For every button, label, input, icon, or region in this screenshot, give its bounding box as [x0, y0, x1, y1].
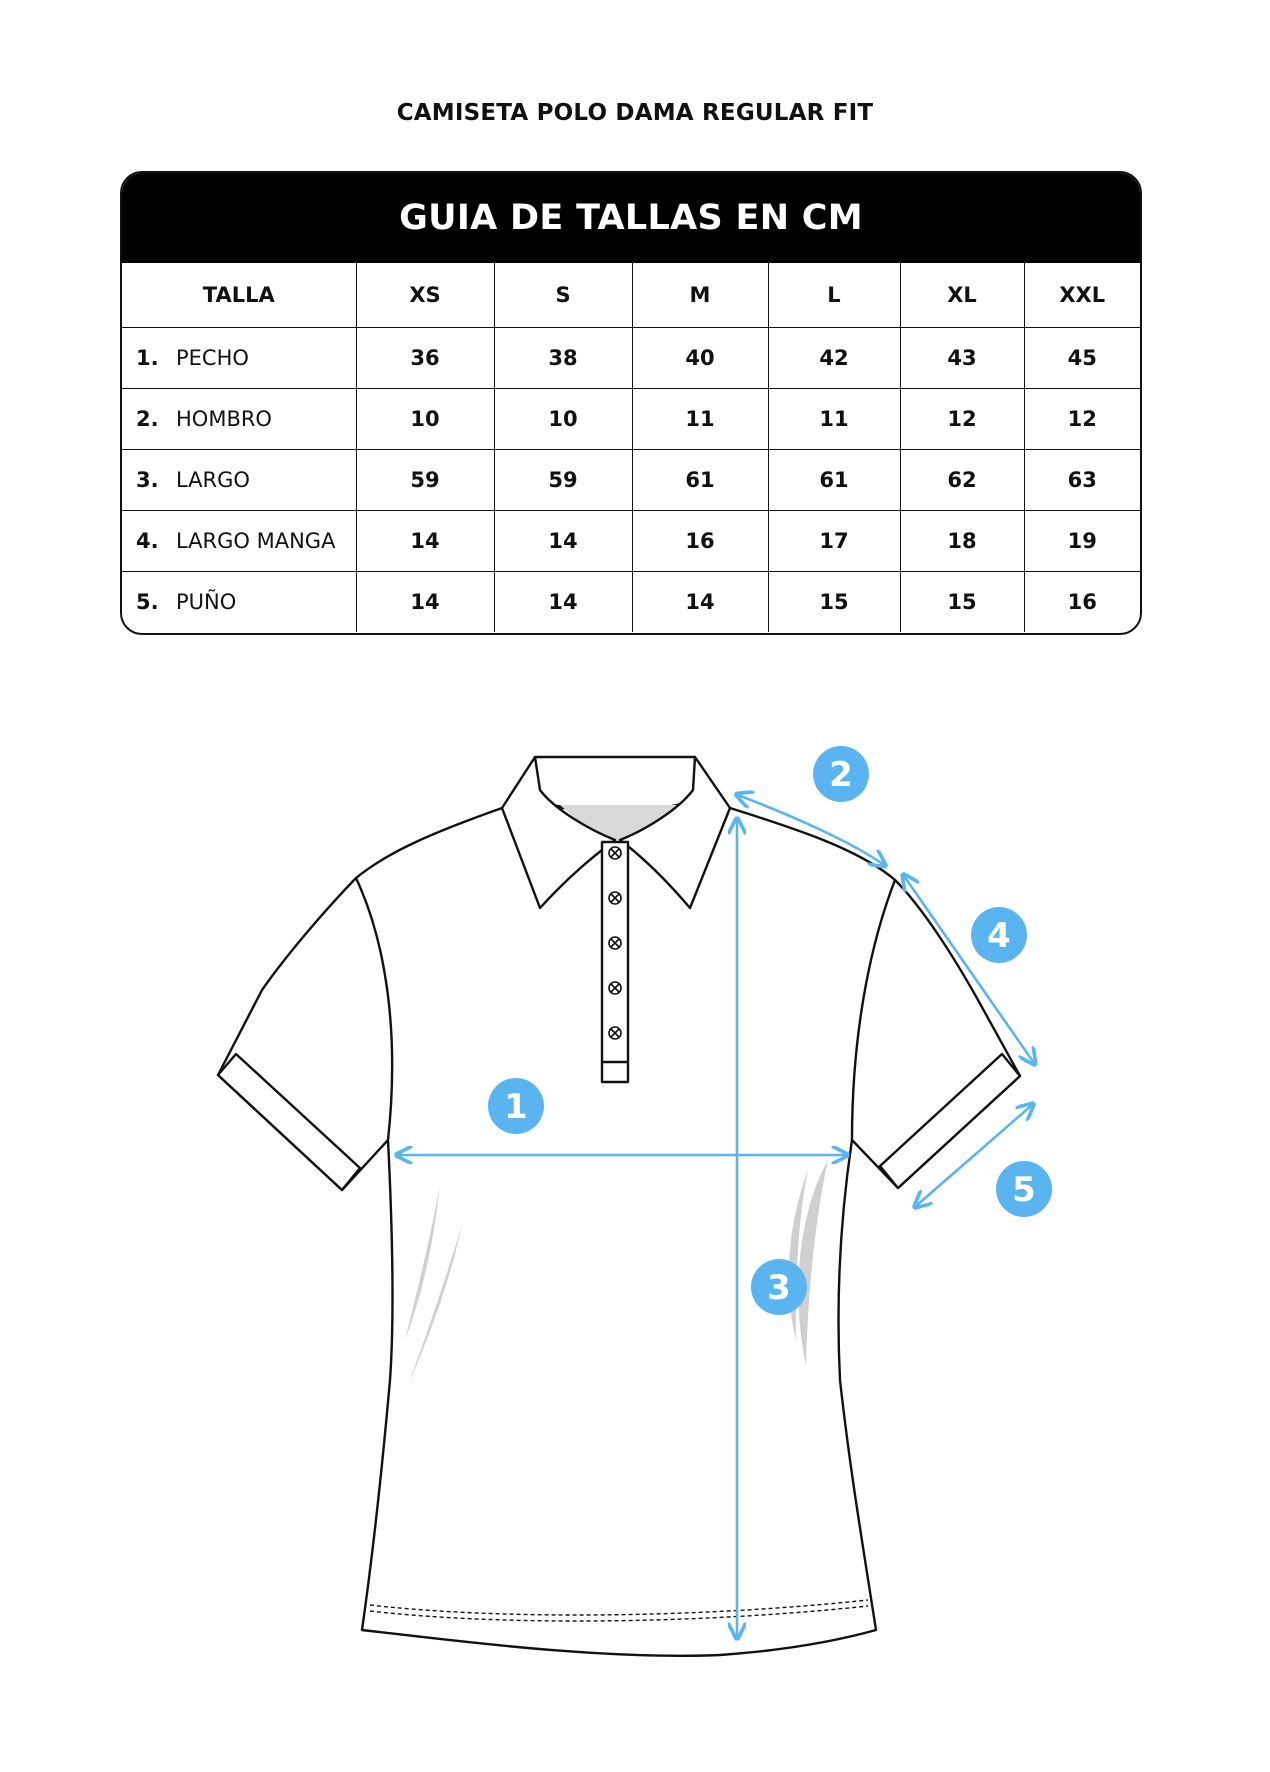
table-cell: 61: [632, 450, 768, 511]
size-grid: [122, 263, 1140, 632]
table-cell: 10: [494, 389, 632, 450]
table-cell: 15: [900, 572, 1024, 633]
marker-1: [488, 1078, 544, 1134]
table-cell: 36: [356, 328, 494, 389]
row-label-pecho: [122, 328, 356, 389]
row-name: HOMBRO: [176, 407, 272, 431]
row-number: 4.: [136, 529, 159, 553]
table-cell: 10: [356, 389, 494, 450]
row-label-puno: [122, 572, 356, 633]
polo-shirt-icon: [218, 757, 1020, 1656]
size-header-xxl: XXL: [1024, 263, 1140, 328]
marker-3: [751, 1259, 807, 1315]
size-header-l: L: [768, 263, 900, 328]
button-icon: [609, 892, 621, 904]
table-cell: 14: [494, 572, 632, 633]
table-cell: 45: [1024, 328, 1140, 389]
row-label-hombro: [122, 389, 356, 450]
table-cell: 12: [1024, 389, 1140, 450]
marker-4: [971, 907, 1027, 963]
table-cell: 59: [356, 450, 494, 511]
table-cell: 61: [768, 450, 900, 511]
button-icon: [609, 982, 621, 994]
size-header-m: M: [632, 263, 768, 328]
size-header-xs: XS: [356, 263, 494, 328]
svg-text:1: 1: [504, 1087, 528, 1127]
table-cell: 59: [494, 450, 632, 511]
button-icon: [609, 937, 621, 949]
table-cell: 11: [768, 389, 900, 450]
table-cell: 16: [1024, 572, 1140, 633]
table-cell: 14: [632, 572, 768, 633]
table-cell: 40: [632, 328, 768, 389]
table-cell: 12: [900, 389, 1024, 450]
row-name: PECHO: [176, 346, 249, 370]
row-number: 5.: [136, 590, 159, 614]
button-icon: [609, 847, 621, 859]
marker-2: [813, 746, 869, 802]
row-label-largo: [122, 450, 356, 511]
table-cell: 14: [356, 572, 494, 633]
table-cell: 42: [768, 328, 900, 389]
row-name: PUÑO: [176, 590, 237, 614]
table-cell: 11: [632, 389, 768, 450]
table-cell: 18: [900, 511, 1024, 572]
svg-text:4: 4: [987, 916, 1011, 956]
table-row: [122, 328, 1140, 389]
table-row: [122, 450, 1140, 511]
size-header-xl: XL: [900, 263, 1024, 328]
polo-shirt-diagram: [0, 680, 1270, 1680]
table-cell: 16: [632, 511, 768, 572]
svg-text:2: 2: [829, 755, 853, 795]
size-chart-table: [120, 171, 1142, 635]
label-column-header: TALLA: [122, 263, 356, 328]
row-number: 1.: [136, 346, 159, 370]
table-cell: 14: [356, 511, 494, 572]
table-cell: 62: [900, 450, 1024, 511]
table-cell: 15: [768, 572, 900, 633]
row-name: LARGO: [176, 468, 250, 492]
button-icon: [609, 1027, 621, 1039]
size-header-row: [122, 263, 1140, 328]
size-header-s: S: [494, 263, 632, 328]
table-cell: 43: [900, 328, 1024, 389]
table-heading: GUIA DE TALLAS EN CM: [122, 173, 1140, 263]
table-cell: 14: [494, 511, 632, 572]
row-label-largo-manga: [122, 511, 356, 572]
row-name: LARGO MANGA: [176, 529, 336, 553]
page-title: CAMISETA POLO DAMA REGULAR FIT: [396, 100, 874, 126]
table-row: [122, 572, 1140, 633]
table-cell: 38: [494, 328, 632, 389]
row-number: 3.: [136, 468, 159, 492]
table-cell: 63: [1024, 450, 1140, 511]
marker-5: [996, 1161, 1052, 1217]
row-number: 2.: [136, 407, 159, 431]
svg-text:3: 3: [767, 1268, 791, 1308]
table-row: [122, 389, 1140, 450]
svg-text:5: 5: [1012, 1170, 1036, 1210]
table-cell: 17: [768, 511, 900, 572]
table-row: [122, 511, 1140, 572]
table-cell: 19: [1024, 511, 1140, 572]
